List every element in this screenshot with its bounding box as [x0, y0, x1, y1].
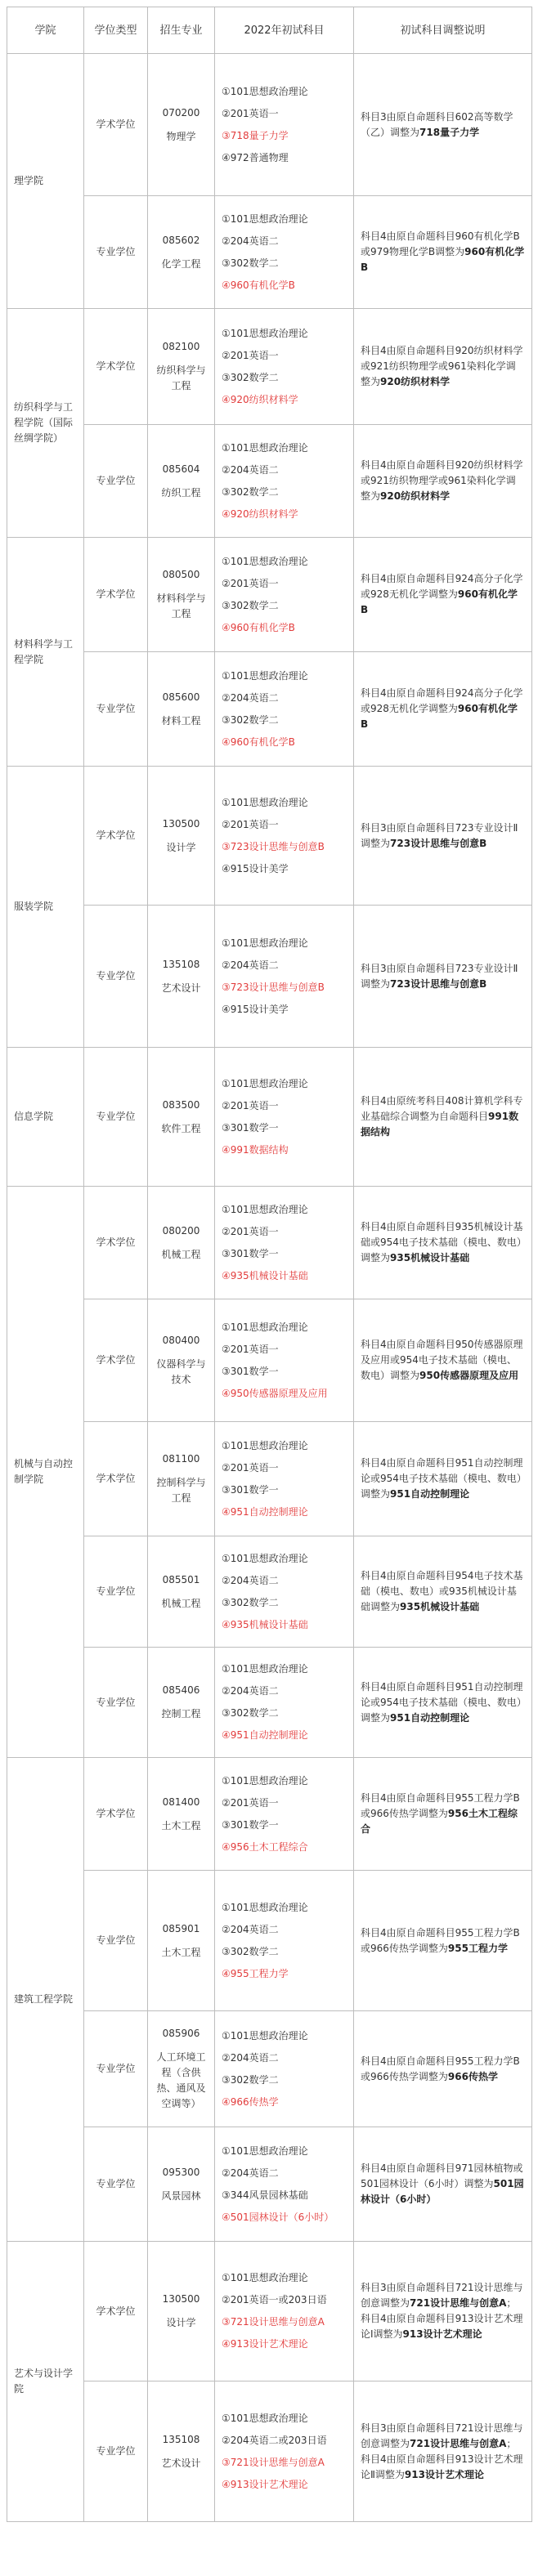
adjusted-subject: 960有机化学B — [361, 588, 518, 615]
adjusted-subject: 920纺织材料学 — [380, 490, 451, 502]
exam-subject: ④956土木工程综合 — [222, 1840, 308, 1853]
major-name: 物理学 — [166, 130, 196, 142]
college-name-cell: 建筑工程学院 — [7, 1758, 84, 2242]
major-cell — [148, 1422, 215, 1536]
exam-subject: ③302数学二 — [222, 257, 279, 269]
exam-subject: ②201英语一 — [222, 818, 279, 830]
exam-subjects-cell — [215, 767, 354, 906]
note-text: 科目4由原自命题科目951自动控制理论或954电子技术基础（模电、数电）调整为 — [361, 1457, 523, 1500]
degree-type-cell: 学术学位 — [84, 1758, 148, 1871]
exam-subjects-cell — [215, 2381, 354, 2522]
major-code: 080500 — [162, 569, 200, 580]
exam-subjects-cell — [215, 309, 354, 425]
degree-type-cell: 学术学位 — [84, 538, 148, 652]
exam-subjects-cell — [215, 1299, 354, 1422]
exam-subject: ④915设计美学 — [222, 1003, 289, 1015]
major-cell — [148, 2242, 215, 2381]
major-code: 081400 — [162, 1796, 200, 1808]
exam-subject: ③723设计思维与创意B — [222, 981, 325, 993]
degree-type-cell: 学术学位 — [84, 1187, 148, 1299]
major-cell — [148, 54, 215, 196]
exam-subjects-cell — [215, 2011, 354, 2127]
exam-subject: ④920纺织材料学 — [222, 393, 298, 405]
exam-subject: ①101思想政治理论 — [222, 937, 308, 949]
major-cell — [148, 1048, 215, 1187]
exam-subject: ①101思想政治理论 — [222, 1663, 308, 1675]
exam-subject: ④951自动控制理论 — [222, 1505, 308, 1518]
major-cell — [148, 1299, 215, 1422]
adjusted-subject: 960有机化学B — [361, 703, 518, 730]
note-text: 科目3由原自命题科目721设计思维与创意调整为 — [361, 2282, 523, 2309]
major-code: 085406 — [162, 1684, 200, 1696]
degree-type-cell: 学术学位 — [84, 54, 148, 196]
degree-type-cell: 专业学位 — [84, 2127, 148, 2242]
adjusted-subject: 721设计思维与创意A — [410, 2297, 507, 2309]
exam-subject: ③344风景园林基础 — [222, 2189, 308, 2201]
exam-subject: ①101思想政治理论 — [222, 1321, 308, 1333]
degree-type-cell: 学术学位 — [84, 2242, 148, 2381]
college-name-cell: 材料科学与工程学院 — [7, 538, 84, 767]
exam-subject: ④920纺织材料学 — [222, 508, 298, 520]
major-name: 材料工程 — [161, 714, 201, 727]
exam-subject: ①101思想政治理论 — [222, 85, 308, 97]
exam-subject: ②204英语二 — [222, 691, 279, 704]
degree-type-cell: 专业学位 — [84, 1648, 148, 1758]
degree-type-cell: 专业学位 — [84, 425, 148, 538]
table-header-row — [7, 7, 532, 54]
adjustment-note-cell — [354, 54, 532, 196]
major-name: 设计学 — [166, 841, 196, 853]
exam-subject: ①101思想政治理论 — [222, 1203, 308, 1215]
exam-subject: ①101思想政治理论 — [222, 669, 308, 682]
exam-subject: ④950传感器原理及应用 — [222, 1387, 328, 1399]
note-text: 科目4由原自命题科目924高分子化学或928无机化学调整为 — [361, 687, 523, 714]
exam-subjects-cell — [215, 1187, 354, 1299]
exam-subject: ②201英语一 — [222, 1461, 279, 1474]
degree-type-cell: 学术学位 — [84, 1422, 148, 1536]
exam-subject: ③301数学一 — [222, 1121, 279, 1134]
adjustment-note-cell — [354, 425, 532, 538]
exam-subject: ③302数学二 — [222, 1596, 279, 1608]
major-name: 软件工程 — [161, 1122, 201, 1134]
exam-subject: ②204英语二 — [222, 2051, 279, 2064]
table-row — [7, 652, 532, 767]
note-text: 科目3由原自命题科目723专业设计Ⅱ调整为 — [361, 962, 518, 990]
exam-subject: ③302数学二 — [222, 371, 279, 383]
note-text: ；科目4由原自命题科目913设计艺术理论Ⅰ调整为 — [361, 2297, 523, 2340]
note-text: 科目3由原自命题科目721设计思维与创意调整为 — [361, 2422, 523, 2449]
major-cell — [148, 767, 215, 906]
major-name: 材料科学与工程 — [156, 593, 206, 619]
exam-subject: ①101思想政治理论 — [222, 212, 308, 225]
table-row — [7, 1536, 532, 1648]
exam-subject: ③301数学一 — [222, 1247, 279, 1259]
adjustment-note-cell — [354, 2011, 532, 2127]
exam-subject: ①101思想政治理论 — [222, 2412, 308, 2424]
college-name-cell: 纺织科学与工程学院（国际丝绸学院） — [7, 309, 84, 538]
exam-subject: ④960有机化学B — [222, 736, 295, 748]
major-name: 土木工程 — [161, 1946, 201, 1958]
exam-subject: ②201英语一 — [222, 1343, 279, 1355]
adjustment-note-cell — [354, 1648, 532, 1758]
exam-subject: ①101思想政治理论 — [222, 2272, 308, 2283]
exam-subject: ②201英语一或203日语 — [222, 2294, 327, 2305]
exam-subjects-cell — [215, 1871, 354, 2011]
admission-subjects-table — [7, 7, 532, 2522]
major-name: 机械工程 — [161, 1248, 201, 1260]
exam-subject: ①101思想政治理论 — [222, 555, 308, 567]
major-code: 070200 — [162, 106, 200, 119]
exam-subject: ④915设计美学 — [222, 862, 289, 874]
major-cell — [148, 196, 215, 309]
exam-subject: ①101思想政治理论 — [222, 441, 308, 454]
major-name: 仪器科学与技术 — [156, 1358, 206, 1385]
major-cell — [148, 309, 215, 425]
major-name: 土木工程 — [161, 1819, 201, 1831]
degree-type-cell: 专业学位 — [84, 2381, 148, 2522]
note-text: 科目4由原自命题科目951自动控制理论或954电子技术基础（模电、数电）调整为 — [361, 1680, 523, 1724]
adjusted-subject: 955工程力学 — [447, 1942, 508, 1954]
college-name-cell: 理学院 — [7, 54, 84, 309]
adjustment-note-cell — [354, 2242, 532, 2381]
major-name: 人工环境工程（含供热、通风及空调等） — [156, 2051, 206, 2109]
exam-subject: ④966传热学 — [222, 2095, 279, 2108]
adjusted-subject: 991数据结构 — [361, 1111, 519, 1138]
major-cell — [148, 1871, 215, 2011]
exam-subject: ②201英语一 — [222, 349, 279, 361]
note-text: 科目4由原自命题科目924高分子化学或928无机化学调整为 — [361, 573, 523, 600]
exam-subject: ①101思想政治理论 — [222, 1774, 308, 1787]
exam-subject: ③301数学一 — [222, 1365, 279, 1377]
major-cell — [148, 425, 215, 538]
table-body — [7, 54, 532, 2522]
major-code: 083500 — [162, 1098, 200, 1111]
exam-subject: ①101思想政治理论 — [222, 2029, 308, 2042]
table-row — [7, 1048, 532, 1187]
degree-type-cell: 专业学位 — [84, 1536, 148, 1648]
table-row — [7, 309, 532, 425]
note-text: 科目4由原自命题科目920纺织材料学或921纺织物理学或961染料化学调整为 — [361, 459, 523, 502]
table-row — [7, 54, 532, 196]
adjusted-subject: 951自动控制理论 — [390, 1488, 470, 1500]
note-text: ；科目4由原自命题科目913设计艺术理论Ⅱ调整为 — [361, 2437, 523, 2480]
major-name: 风景园林 — [161, 2189, 201, 2202]
note-text: 科目4由原统考科目408计算机学科专业基础综合调整为自命题科目 — [361, 1095, 523, 1122]
exam-subject: ②201英语一 — [222, 107, 279, 119]
exam-subjects-cell — [215, 652, 354, 767]
table-row — [7, 2381, 532, 2522]
table-row — [7, 906, 532, 1048]
major-name: 纺织科学与工程 — [156, 364, 206, 391]
note-text: 科目4由原自命题科目950传感器原理及应用或954电子技术基础（模电、数电）调整为 — [361, 1339, 523, 1381]
adjustment-note-cell — [354, 2127, 532, 2242]
adjusted-subject: 966传热学 — [447, 2070, 498, 2082]
table-row — [7, 2011, 532, 2127]
adjusted-subject: 920纺织材料学 — [380, 376, 451, 387]
note-text: 科目3由原自命题科目602高等数学（乙）调整为 — [361, 110, 513, 138]
exam-subject: ②204英语二或203日语 — [222, 2434, 327, 2446]
major-code: 135108 — [162, 958, 200, 970]
adjustment-note-cell — [354, 1422, 532, 1536]
exam-subject: ④951自动控制理论 — [222, 1729, 308, 1741]
major-name: 控制工程 — [161, 1708, 201, 1720]
adjusted-subject: 913设计艺术理论 — [402, 2328, 482, 2340]
table-row — [7, 1187, 532, 1299]
degree-type-cell: 专业学位 — [84, 652, 148, 767]
table-row — [7, 538, 532, 652]
exam-subject: ②204英语二 — [222, 2167, 279, 2179]
adjusted-subject: 723设计思维与创意B — [390, 837, 487, 849]
exam-subject: ③302数学二 — [222, 485, 279, 498]
exam-subject: ②204英语二 — [222, 1923, 279, 1935]
college-name-cell: 服装学院 — [7, 767, 84, 1048]
adjusted-subject: 718量子力学 — [419, 126, 480, 138]
exam-subject: ④955工程力学 — [222, 1967, 289, 1979]
exam-subjects-cell — [215, 1422, 354, 1536]
exam-subject: ③723设计思维与创意B — [222, 840, 325, 852]
exam-subject: ③301数学一 — [222, 1483, 279, 1496]
major-cell — [148, 1187, 215, 1299]
college-name-cell: 信息学院 — [7, 1048, 84, 1187]
exam-subjects-cell — [215, 1648, 354, 1758]
major-name: 艺术设计 — [161, 982, 201, 994]
major-code: 130500 — [162, 2293, 200, 2305]
major-cell — [148, 1536, 215, 1648]
adjustment-note-cell — [354, 652, 532, 767]
exam-subject: ②204英语二 — [222, 959, 279, 971]
adjusted-subject: 951自动控制理论 — [390, 1711, 470, 1724]
exam-subject: ③721设计思维与创意A — [222, 2456, 325, 2468]
note-text: 科目4由原自命题科目955工程力学B或966传热学调整为 — [361, 2055, 520, 2082]
exam-subject: ③302数学二 — [222, 1945, 279, 1957]
header-exam-subjects: 2022年初试科目 — [215, 7, 354, 54]
note-text: 科目4由原自命题科目935机械设计基础或954电子技术基础（模电、数电）调整为 — [361, 1221, 523, 1263]
adjustment-note-cell — [354, 906, 532, 1048]
header-college: 学院 — [7, 7, 84, 54]
table-row — [7, 425, 532, 538]
degree-type-cell: 专业学位 — [84, 906, 148, 1048]
exam-subject: ①101思想政治理论 — [222, 796, 308, 808]
exam-subject: ①101思想政治理论 — [222, 2144, 308, 2157]
major-code: 085602 — [162, 234, 200, 246]
table-row — [7, 1648, 532, 1758]
table-row — [7, 767, 532, 906]
adjusted-subject: 960有机化学B — [361, 246, 525, 273]
table-row — [7, 1299, 532, 1422]
adjusted-subject: 935机械设计基础 — [400, 1601, 480, 1612]
note-text: 科目4由原自命题科目971园林植物或501园林设计（6小时）调整为 — [361, 2162, 523, 2189]
exam-subject: ③302数学二 — [222, 599, 279, 611]
major-code: 085600 — [162, 691, 200, 703]
major-cell — [148, 906, 215, 1048]
major-cell — [148, 652, 215, 767]
exam-subject: ①101思想政治理论 — [222, 1552, 308, 1564]
degree-type-cell: 学术学位 — [84, 309, 148, 425]
adjustment-note-cell — [354, 309, 532, 425]
note-text: 科目4由原自命题科目954电子技术基础（模电、数电）或935机械设计基础调整为 — [361, 1570, 523, 1612]
adjustment-note-cell — [354, 767, 532, 906]
major-cell — [148, 2381, 215, 2522]
table-row — [7, 1758, 532, 1871]
exam-subject: ①101思想政治理论 — [222, 327, 308, 339]
exam-subject: ④972普通物理 — [222, 151, 289, 163]
major-cell — [148, 2011, 215, 2127]
note-text: 科目3由原自命题科目723专业设计Ⅱ调整为 — [361, 821, 518, 849]
major-cell — [148, 2127, 215, 2242]
major-code: 085604 — [162, 463, 200, 475]
adjusted-subject: 913设计艺术理论 — [404, 2468, 484, 2480]
exam-subject: ③302数学二 — [222, 713, 279, 726]
adjustment-note-cell — [354, 1048, 532, 1187]
header-degree-type: 学位类型 — [84, 7, 148, 54]
exam-subjects-cell — [215, 1048, 354, 1187]
exam-subject: ④935机械设计基础 — [222, 1269, 308, 1281]
exam-subject: ②201英语一 — [222, 577, 279, 589]
major-code: 095300 — [162, 2166, 200, 2178]
table-row — [7, 2242, 532, 2381]
adjusted-subject: 723设计思维与创意B — [390, 977, 487, 990]
table-row — [7, 196, 532, 309]
adjusted-subject: 721设计思维与创意A — [410, 2437, 507, 2449]
adjusted-subject: 501园林设计（6小时） — [361, 2178, 524, 2205]
adjustment-note-cell — [354, 196, 532, 309]
exam-subject: ②204英语二 — [222, 1685, 279, 1697]
adjusted-subject: 935机械设计基础 — [390, 1252, 470, 1263]
adjustment-note-cell — [354, 1758, 532, 1871]
exam-subject: ③718量子力学 — [222, 129, 289, 141]
exam-subject: ③302数学二 — [222, 2073, 279, 2086]
major-name: 设计学 — [166, 2317, 196, 2328]
exam-subject: ③721设计思维与创意A — [222, 2316, 325, 2328]
degree-type-cell: 学术学位 — [84, 1299, 148, 1422]
major-name: 机械工程 — [161, 1597, 201, 1609]
degree-type-cell: 专业学位 — [84, 2011, 148, 2127]
exam-subject: ④960有机化学B — [222, 621, 295, 633]
major-code: 085906 — [162, 2028, 200, 2039]
exam-subjects-cell — [215, 196, 354, 309]
major-name: 控制科学与工程 — [156, 1477, 206, 1504]
major-code: 080400 — [162, 1335, 200, 1346]
exam-subjects-cell — [215, 1758, 354, 1871]
table-row — [7, 1422, 532, 1536]
adjustment-note-cell — [354, 1871, 532, 2011]
major-name: 化学工程 — [161, 257, 201, 270]
major-code: 130500 — [162, 817, 200, 830]
major-code: 135108 — [162, 2433, 200, 2445]
exam-subject: ④960有机化学B — [222, 279, 295, 291]
exam-subject: ④913设计艺术理论 — [222, 2338, 308, 2350]
major-name: 艺术设计 — [161, 2457, 201, 2469]
major-cell — [148, 1648, 215, 1758]
adjustment-note-cell — [354, 1536, 532, 1648]
adjustment-note-cell — [354, 1187, 532, 1299]
note-text: 科目4由原自命题科目955工程力学B或966传热学调整为 — [361, 1792, 520, 1819]
exam-subject: ②204英语二 — [222, 1574, 279, 1586]
table-row — [7, 1871, 532, 2011]
exam-subject: ①101思想政治理论 — [222, 1901, 308, 1913]
adjustment-note-cell — [354, 538, 532, 652]
exam-subject: ②201英语一 — [222, 1099, 279, 1111]
adjusted-subject: 956土木工程综合 — [361, 1808, 518, 1835]
degree-type-cell: 学术学位 — [84, 767, 148, 906]
degree-type-cell: 专业学位 — [84, 1048, 148, 1187]
exam-subject: ③301数学一 — [222, 1818, 279, 1831]
major-code: 082100 — [162, 341, 200, 352]
header-major: 招生专业 — [148, 7, 215, 54]
exam-subjects-cell — [215, 2127, 354, 2242]
adjusted-subject: 950传感器原理及应用 — [419, 1370, 519, 1381]
major-name: 纺织工程 — [161, 486, 201, 499]
note-text: 科目4由原自命题科目960有机化学B或979物理化学B调整为 — [361, 230, 520, 257]
exam-subject: ①101思想政治理论 — [222, 1439, 308, 1451]
exam-subject: ②204英语二 — [222, 235, 279, 247]
exam-subject: ③302数学二 — [222, 1707, 279, 1719]
exam-subject: ④913设计艺术理论 — [222, 2478, 308, 2490]
exam-subject: ①101思想政治理论 — [222, 1077, 308, 1089]
college-name-cell: 机械与自动控制学院 — [7, 1187, 84, 1758]
exam-subject: ④991数据结构 — [222, 1143, 289, 1156]
adjustment-note-cell — [354, 1299, 532, 1422]
header-adjustment-note: 初试科目调整说明 — [354, 7, 532, 54]
note-text: 科目4由原自命题科目955工程力学B或966传热学调整为 — [361, 1926, 520, 1954]
exam-subjects-cell — [215, 906, 354, 1048]
exam-subject: ②201英语一 — [222, 1796, 279, 1809]
major-code: 080200 — [162, 1224, 200, 1237]
major-code: 085501 — [162, 1573, 200, 1585]
exam-subject: ④935机械设计基础 — [222, 1618, 308, 1630]
note-text: 科目4由原自命题科目920纺织材料学或921纺织物理学或961染料化学调整为 — [361, 345, 523, 387]
adjustment-note-cell — [354, 2381, 532, 2522]
degree-type-cell: 专业学位 — [84, 1871, 148, 2011]
exam-subject: ④501园林设计（6小时） — [222, 2211, 334, 2223]
major-code: 085901 — [162, 1922, 200, 1934]
exam-subjects-cell — [215, 538, 354, 652]
exam-subjects-cell — [215, 1536, 354, 1648]
exam-subjects-cell — [215, 425, 354, 538]
major-cell — [148, 1758, 215, 1871]
table-row — [7, 2127, 532, 2242]
major-code: 081100 — [162, 1453, 200, 1465]
exam-subject: ②201英语一 — [222, 1225, 279, 1237]
degree-type-cell: 专业学位 — [84, 196, 148, 309]
major-cell — [148, 538, 215, 652]
exam-subjects-cell — [215, 2242, 354, 2381]
exam-subject: ②204英语二 — [222, 463, 279, 476]
college-name-cell: 艺术与设计学院 — [7, 2242, 84, 2522]
exam-subjects-cell — [215, 54, 354, 196]
